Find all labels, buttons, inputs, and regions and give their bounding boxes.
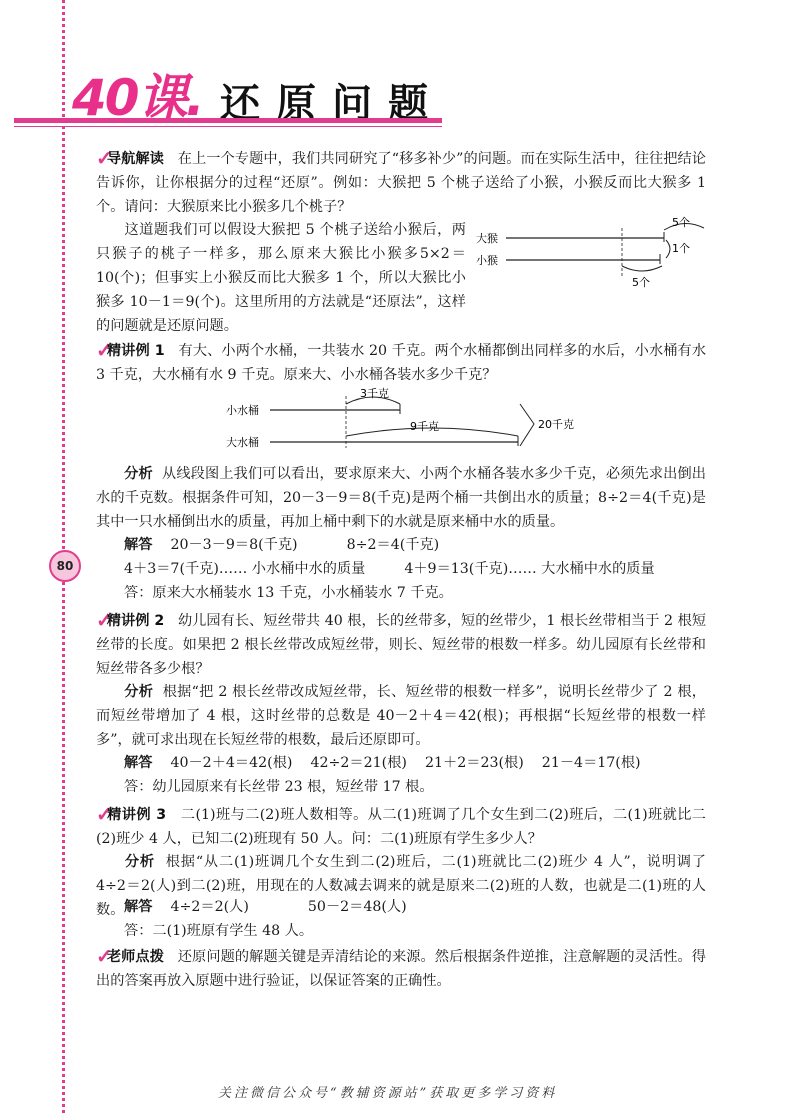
intro-text: 在上一个专题中，我们共同研究了“移多补少”的问题。而在实际生活中，往往把结论告诉你，让你根据分的过程“还原”。例如：大猴把 5 个桃子送给了小猴，小猴反而比大猴多 1 个。请问：大猴原来比小猴多几个桃子？	[96, 151, 706, 215]
example-1-text: 有大、小两个水桶，一共装水 20 千克。两个水桶都倒出同样多的水后，小水桶有水 3 千克，大水桶有水 9 千克。原来大、小水桶各装水多少千克？	[96, 343, 707, 383]
answer-step: 21－4＝17(根)	[541, 755, 641, 771]
check-icon: ✓	[96, 338, 113, 362]
label-top-5: 5个	[672, 216, 690, 229]
header-rule	[14, 118, 442, 123]
intro-paragraph-2	[96, 218, 466, 338]
answer-step: 4÷2＝2(人)	[170, 899, 249, 915]
label-3kg: 3千克	[360, 387, 389, 400]
label-big-bucket: 大水桶	[226, 436, 259, 449]
label-one: 1个	[672, 242, 690, 255]
answer-step: 40－2＋4＝42(根)	[170, 755, 293, 771]
label-small-monkey: 小猴	[476, 254, 498, 267]
lesson-number: 40课.	[72, 69, 203, 127]
example-3-analysis-text: 根据“从二(1)班调几个女生到二(2)班后，二(1)班就比二(2)班少 4 人”，说明调了 4÷2＝2(人)到二(2)班，用现在的人数减去调来的就是原来二(2)班的人数，也就是二(1)班的人数。	[96, 854, 706, 918]
answer-step: 50－2＝48(人)	[307, 899, 407, 915]
teacher-tip-text: 还原问题的解题关键是弄清结论的来源。然后根据条件逆推，注意解题的灵活性。得出的答案再放入原题中进行验证，以保证答案的正确性。	[96, 949, 706, 989]
answer-step: 20－3－9＝8(千克)	[170, 537, 298, 553]
example-2-text: 幼儿园有长、短丝带共 40 根，长的丝带多，短的丝带少，1 根长丝带相当于 2 根短丝带的长度。如果把 2 根长丝带改成短丝带，则长、短丝带的根数一样多。幼儿园原有长丝带和短丝带各多少根？	[96, 613, 707, 677]
check-icon: ✓	[96, 944, 113, 968]
answer-label: 解答	[124, 899, 153, 915]
analysis-label: 分析	[124, 466, 153, 482]
answer-step: 42÷2＝21(根)	[310, 755, 407, 771]
answer-step: 4＋3＝7(千克)…… 小水桶中水的质量	[124, 561, 366, 577]
example-1-answer-row-1	[124, 534, 439, 554]
monkey-line-diagram	[470, 214, 710, 290]
answer-label: 解答	[124, 537, 153, 553]
header-rule-thin	[14, 126, 442, 127]
page-title: 还原问题	[220, 80, 444, 127]
example-2-answer-final: 答：幼儿园原来有长丝带 23 根，短丝带 17 根。	[124, 779, 434, 795]
example-3-tag: 精讲例 3	[106, 807, 167, 823]
page-number: 80	[49, 550, 81, 582]
example-3-text: 二(1)班与二(2)班人数相等。从二(1)班调了几个女生到二(2)班后，二(1)班就比二(2)班少 4 人，已知二(2)班现有 50 人。问：二(1)班原有学生多少人？	[96, 807, 706, 847]
example-2-analysis-text: 根据“把 2 根长丝带改成短丝带，长、短丝带的根数一样多”，说明长丝带少了 2 根，而短丝带增加了 4 根，这时丝带的总数是 40－2＋4＝42(根)；再根据“长短丝带的根数一样多”，就可求出现在长短丝带的根数，最后还原即可。	[96, 684, 706, 748]
example-2-question	[96, 608, 706, 681]
example-3-answer-row	[124, 896, 407, 916]
example-3-answer-final: 答：二(1)班原有学生 48 人。	[124, 923, 314, 939]
example-2-answer-row	[124, 752, 641, 772]
teacher-tip-tag: 老师点拨	[106, 949, 164, 965]
analysis-label: 分析	[124, 854, 155, 870]
teacher-tip	[96, 944, 706, 993]
answer-step: 21＋2＝23(根)	[424, 755, 524, 771]
example-1-tag: 精讲例 1	[106, 343, 165, 359]
intro-text-2: 这道题我们可以假设大猴把 5 个桃子送给小猴后，两只猴子的桃子一样多，那么原来大猴比小猴多5×2＝10(个)；但事实上小猴反而比大猴多 1 个，所以大猴比小猴多 10－1＝9(个)。这里所用的方法就是“还原法”，这样的问题就是还原问题。	[96, 222, 466, 334]
check-icon: ✓	[96, 802, 113, 826]
check-icon: ✓	[96, 608, 113, 632]
check-icon: ✓	[96, 146, 113, 170]
label-small-bucket: 小水桶	[226, 404, 259, 417]
label-9kg: 9千克	[410, 420, 439, 433]
bucket-line-diagram	[222, 384, 602, 460]
answer-step: 4＋9＝13(千克)…… 大水桶中水的质量	[404, 561, 655, 577]
analysis-label: 分析	[124, 684, 154, 700]
label-20kg: 20千克	[538, 418, 574, 431]
label-big-monkey: 大猴	[476, 232, 498, 245]
example-1-question	[96, 338, 706, 387]
example-1-analysis	[96, 462, 706, 534]
example-3-question	[96, 802, 706, 851]
example-2-analysis	[96, 680, 706, 752]
intro-tag: 导航解读	[106, 151, 164, 167]
example-1-answer-final: 答：原来大水桶装水 13 千克，小水桶装水 7 千克。	[124, 585, 453, 601]
footer-note: 关注微信公众号“教辅资源站”获取更多学习资料	[218, 1086, 558, 1101]
answer-label: 解答	[124, 755, 153, 771]
label-bottom-5: 5个	[632, 276, 650, 289]
example-2-tag: 精讲例 2	[106, 613, 165, 629]
example-1-answer-row-2	[124, 558, 655, 578]
example-1-analysis-text: 从线段图上我们可以看出，要求原来大、小两个水桶各装水多少千克，必须先求出倒出水的千克数。根据条件可知，20－3－9＝8(千克)是两个桶一共倒出水的质量；8÷2＝4(千克)是其中一只水桶倒出水的质量，再加上桶中剩下的水就是原来桶中水的质量。	[96, 466, 706, 530]
intro-paragraph	[96, 146, 706, 219]
answer-step: 8÷2＝4(千克)	[346, 537, 440, 553]
